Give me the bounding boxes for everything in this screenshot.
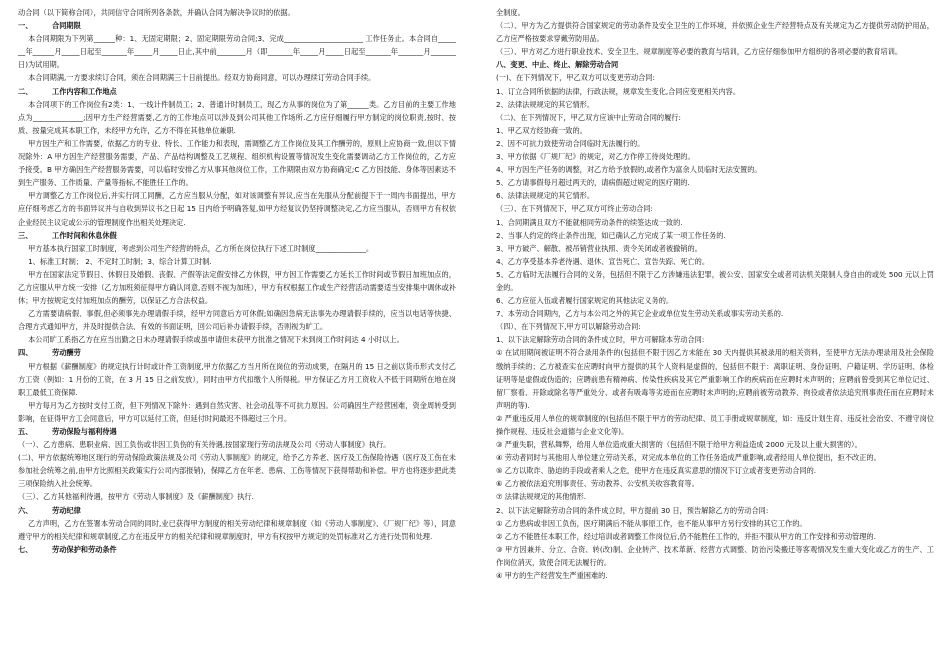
- paragraph: 甲方每月为乙方按时支付工资，但下列情况下除外：遇到自然灾害、社会动乱等不可抗力原因。公司确因生产经营困难，资金周转受到影响，在征得甲方工会同意后，甲方可以延付工资，但延付时间最迟不得超过三个月。: [18, 400, 456, 423]
- section-heading: [18, 425, 456, 438]
- paragraph: 全制度。: [496, 8, 525, 17]
- section-title: 劳动纪律: [52, 505, 81, 515]
- paragraph: 6、乙方应征入伍或者履行国家规定的其他法定义务的。: [496, 296, 674, 306]
- section-number: 一、: [18, 21, 33, 31]
- section-title: 工作内容和工作地点: [52, 86, 117, 96]
- section-title: 劳动酬劳: [52, 348, 81, 358]
- paragraph: ② 乙方不能胜任本职工作，经过培训或者调整工作岗位后,仍不能胜任工作的，并拒不服从甲方的工作安排和劳动管理的.: [496, 531, 876, 541]
- paragraph: 甲方调整乙方工作岗位后,并实行同工同酬，乙方应当服从分配，如对该调整有异议,应当在先服从分配前提下于一周内书面提出，甲方应仔细考虑乙方的书面异议并与自收到异议书之日起 15 日内给予明确答复,如甲方经复议仍坚持调整决定,乙方应当服从，否则甲方有权依企业经民主议定或公示的管理制度作出相关处理决定.: [18, 191, 456, 227]
- paragraph: 本合同项下的工作岗位有2类：1、一线计件制员工；2、普通计时制员工，现乙方从事的岗位为了第______类。乙方目前的主要工作地点为______________;因甲方生产经营需要,乙方的工作地点可以涉及到公司其他工作场所.乙方应仔细履行甲方制定的岗位职责,按时、按质、按量完成其本职工作，未经甲方允许，乙方不得在其他单位兼职.: [18, 99, 456, 135]
- paragraph: 1、甲乙双方经协商一致的。: [496, 125, 587, 135]
- paragraph: 乙方声明，乙方在签署本劳动合同的同时,业已获得甲方制度的相关劳动纪律和规章制度（如《劳动人事制度》、《厂规厂纪》等），同意遵守甲方的相关纪律和规章制度,乙方在违反甲方的相关纪律和规章制度时，甲方有权按甲方规定的处罚标准对乙方进行处罚和处理.: [18, 518, 456, 541]
- paragraph: 6、法律法规规定的其它情形。: [496, 191, 595, 201]
- section-number: 七、: [18, 544, 33, 554]
- paragraph: （三）、甲方对乙方进行职业技术、安全卫生、规章制度等必要的教育与培训，乙方应仔细参加甲方组织的各项必要的教育培训。: [496, 47, 903, 57]
- paragraph: ③ 甲方因兼并、分立、合资、转(改)制、企业转产、技术革新、经营方式调整、防治污染搬迁等客观情况发生重大变化或乙方的生产、工作岗位消灭，致使合同无法履行的。: [496, 544, 934, 567]
- paragraph: 本合同期限为下列第______种：1、无固定期限；2、固定期限劳动合同;3、完成______________________ 工作任务止。本合同自_______年______月_____日起至_______年_____月_____日止,其中前________月（即_______年_____月_____日起至_______年_______月_______日)为试用期。: [18, 34, 456, 70]
- paragraph: ⑦ 法律法规规定的其他情形.: [496, 492, 587, 502]
- section-heading: [18, 85, 456, 98]
- paragraph: 1、以下法定解除劳动合同的条件成立时，甲方可解除本劳动合同:: [496, 335, 705, 345]
- paragraph: 动合同（以下简称合同），共同信守合同所列各条款，并确认合同为解决争议时的依据。: [18, 8, 295, 17]
- paragraph: 2、法律法规规定的其它情形。: [496, 99, 595, 109]
- paragraph: 甲方根据《薪酬制度》的规定执行计时或计件工资制度,甲方依据乙方当月所在岗位的劳动成果，在隔月的 15 日之前以货币形式支付乙方工资（例如：1 月份的工资，在 3 月 15 日之前发放），同时由甲方代扣缴个人所得税。甲方保证乙方月工资收入不低于同期所在地在岗职工最低工资保障.: [18, 361, 456, 397]
- paragraph: （二）、甲方为乙方提供符合国家规定的劳动条件及安全卫生的工作环境，并依照企业生产经营特点及有关规定为乙方提供劳动防护用品，乙方应严格按要求穿戴劳防用品。: [496, 21, 934, 44]
- right-column: [496, 6, 934, 582]
- paragraph: 1、订立合同所依据的法律，行政法规，规章发生变化,合同应变更相关内容。: [496, 86, 741, 96]
- paragraph: 1、合同期满且双方不能就相同劳动条件的续签达成一致的.: [496, 217, 683, 227]
- section-heading: [18, 346, 456, 359]
- paragraph: (二)、甲方依据统筹地区现行的劳动保险政策法规及公司《劳动人事制度》的规定，给予乙方养老、医疗及工伤保险待遇（医疗及工伤在未参加社会统筹之前,由甲方比照相关政策实行公司内部报销)，保障乙方在年老、患病、工伤等情况下获得帮助和补偿。甲方也将逐步把此类三项保险纳入社会统筹。: [18, 453, 456, 489]
- left-column: [18, 6, 456, 556]
- section-heading: [18, 229, 456, 242]
- section-heading: [18, 504, 456, 517]
- section-title: 八、变更、中止、终止、解除劳动合同: [496, 60, 619, 70]
- paragraph: （三）、在下列情况下，甲乙双方可终止劳动合同:: [496, 204, 653, 214]
- section-number: 二、: [18, 86, 33, 96]
- paragraph: （二)、在下列情况下，甲乙双方应该中止劳动合同的履行:: [496, 112, 681, 122]
- paragraph: 3、甲方依据《厂规厂纪》的规定，对乙方作停工待岗处理的。: [496, 152, 695, 162]
- paragraph: 2、因不可抗力致使劳动合同临时无法履行的。: [496, 138, 645, 148]
- section-title: 工作时间和休息休假: [52, 230, 117, 240]
- paragraph: 2、当事人约定的终止条件出现，如已确认乙方完成了某一项工作任务的.: [496, 230, 726, 240]
- section-number: 五、: [18, 427, 33, 436]
- paragraph: 甲方因生产和工作需要，依据乙方的专业、特长、工作能力和表现，需调整乙方工作岗位及其工作酬劳的，原则上应协商一致,但以下情况除外：A 甲方因生产经营服务需要，产品、产品结构调整及工艺规程、组织机构设置等情况发生变化需要调动乙方工作岗位的，乙方应予接受。B 甲方确因生产经营服务需要，可以临时安排乙方从事其他岗位工作，工作期限由双方协商确定;C 乙方因技能、身体等因素达不到生产服务、工作质量、产量等指标,不能胜任工作的。: [18, 138, 456, 188]
- paragraph: （一）、乙方患病、患职业病、因工负伤或非因工负伤的有关待遇,按国家现行劳动法规及公司《劳动人事制度》执行。: [18, 440, 391, 450]
- paragraph: 5、乙方临时无法履行合同的义务，包括但不限于乙方涉嫌违法犯罪，被公安、国家安全或者司法机关限制人身自由的或处 500 元以上罚金的。: [496, 269, 934, 292]
- paragraph: 1、标准工时制； 2、不定时工时制；3、综合计算工时制.: [28, 256, 212, 266]
- paragraph: ① 乙方患病或非因工负伤，医疗期满后不能从事原工作，也不能从事甲方另行安排的其它工作的。: [496, 518, 807, 528]
- paragraph: (一)、在下列情况下，甲乙双方可以变更劳动合同:: [496, 73, 655, 83]
- section-number: 三、: [18, 230, 33, 240]
- section-number: 六、: [18, 505, 33, 515]
- section-title: 合同期限: [52, 21, 81, 31]
- paragraph: 3、甲方破产、解散、被吊销营业执照、责令关闭或者被撤销的。: [496, 243, 702, 253]
- paragraph: 甲方在国家法定节假日、休假日及婚假、丧假、产假等法定假安排乙方休假，甲方因工作需要乙方延长工作时间或节假日加班加点的，乙方应服从甲方统一安排（乙方加班须征得甲方确认同意,否则不视为加班），甲方有权根据工作或生产经营活动需要适当安排集中调休或补休；甲方按规定支付加班加点的酬劳，以保证乙方合法权益。: [18, 269, 456, 306]
- paragraph: ② 严重违反用人单位的规章制度的(包括但不限于甲方的劳动纪律、员工手册或规章制度，如：违反计划生育、违反社会治安、不遵守岗位操作规程、违反社会道德与企业文化等)。: [496, 413, 934, 436]
- section-heading: [496, 58, 934, 71]
- paragraph: 4、乙方享受基本养老待遇、退休、宣告死亡、宣告失踪、死亡的。: [496, 256, 710, 266]
- paragraph: 乙方需要请病假、事假,但必须事先办理请假手续，经甲方同意后方可休假;如确因急病无法事先办理请假手续的，应当以电话等快捷、合理方式通知甲方，并及时提供合法、有效的书面证明，回公司后补办请假手续，否则视为旷工。: [18, 309, 456, 332]
- paragraph: ⑥ 乙方被依法追究刑事责任、劳动教养、公安机关收容教育等。: [496, 479, 699, 489]
- section-title: 劳动保护和劳动条件: [52, 544, 117, 554]
- paragraph: 7、本劳动合同期内，乙方与本公司之外的其它企业或单位发生劳动关系或事实劳动关系的.: [496, 309, 784, 319]
- section-heading: [18, 19, 456, 32]
- paragraph: ④ 劳动者同时与其他用人单位建立劳动关系，对完成本单位的工作任务造成严重影响,或者经用人单位提出，拒不改正的。: [496, 453, 881, 463]
- paragraph: （三）、乙方其他福利待遇，按甲方《劳动人事制度》及《薪酬制度》执行.: [18, 492, 254, 502]
- paragraph: ⑤ 乙方以欺诈、胁迫的手段或者乘人之危，使甲方在违反真实意思的情况下订立或者变更劳动合同的.: [496, 466, 817, 476]
- paragraph: ④ 甲方的生产经营发生严重困难的.: [496, 571, 608, 581]
- section-heading: [18, 543, 456, 556]
- paragraph: ③ 严重失职，营私舞弊，给用人单位造成重大损害的（包括但不限于给甲方利益造成 2000 元及以上重大损害的）。: [496, 440, 862, 450]
- paragraph: 4、甲方因生产任务的调整，对乙方给予放假的,或者作为富余人员临时无法安置的。: [496, 165, 762, 175]
- paragraph: 5、乙方请事假每月超过两天的，请病假超过规定的医疗期的.: [496, 178, 690, 188]
- section-title: 劳动保险与福利待遇: [52, 427, 117, 436]
- paragraph: （四）、在下列情况下,甲方可以解除劳动合同:: [496, 322, 641, 332]
- paragraph: 本公司旷工系指乙方在应当出勤之日未办理请假手续或虽申请但未获甲方批准之情况下未到岗工作时间达 4 小时以上。: [28, 335, 404, 345]
- paragraph: 2、以下法定解除劳动合同的条件成立时，甲方提前 30 日，预告解除乙方的劳动合同:: [496, 505, 769, 515]
- paragraph: 本合同期满,一方要求续订合同，须在合同期满三十日前提出。经双方协商同意，可以办理续订劳动合同手续。: [28, 73, 376, 83]
- paragraph: 甲方基本执行国家工时制度，考虑到公司生产经营的特点，乙方所在岗位执行下述工时制度______________。: [28, 243, 374, 253]
- paragraph: ① 在试用期间被证明不符合录用条件的(包括但不限于因乙方未能在 30 天内提供其被录用的相关资料，至使甲方无法办理录用及社会保险缴纳手续的；乙方被查实在应聘时向甲方提供的其个人资料是虚假的，包括但不限于：离职证明、身份证明、户籍证明、学历证明、体检证明等是虚假或伪造的；应聘前患有精神病、传染性疾病及其它严重影响工作的疾病而在应聘时未声明的；应聘前曾受到其它单位记过、留厂察看、开除或除名等严重处分、或者有吸毒等劣迹而在应聘时未声明的;应聘前被劳动教养、拘役或者依法追究刑事责任而在应聘时未声明的等).: [496, 348, 934, 410]
- section-number: 四、: [18, 348, 33, 358]
